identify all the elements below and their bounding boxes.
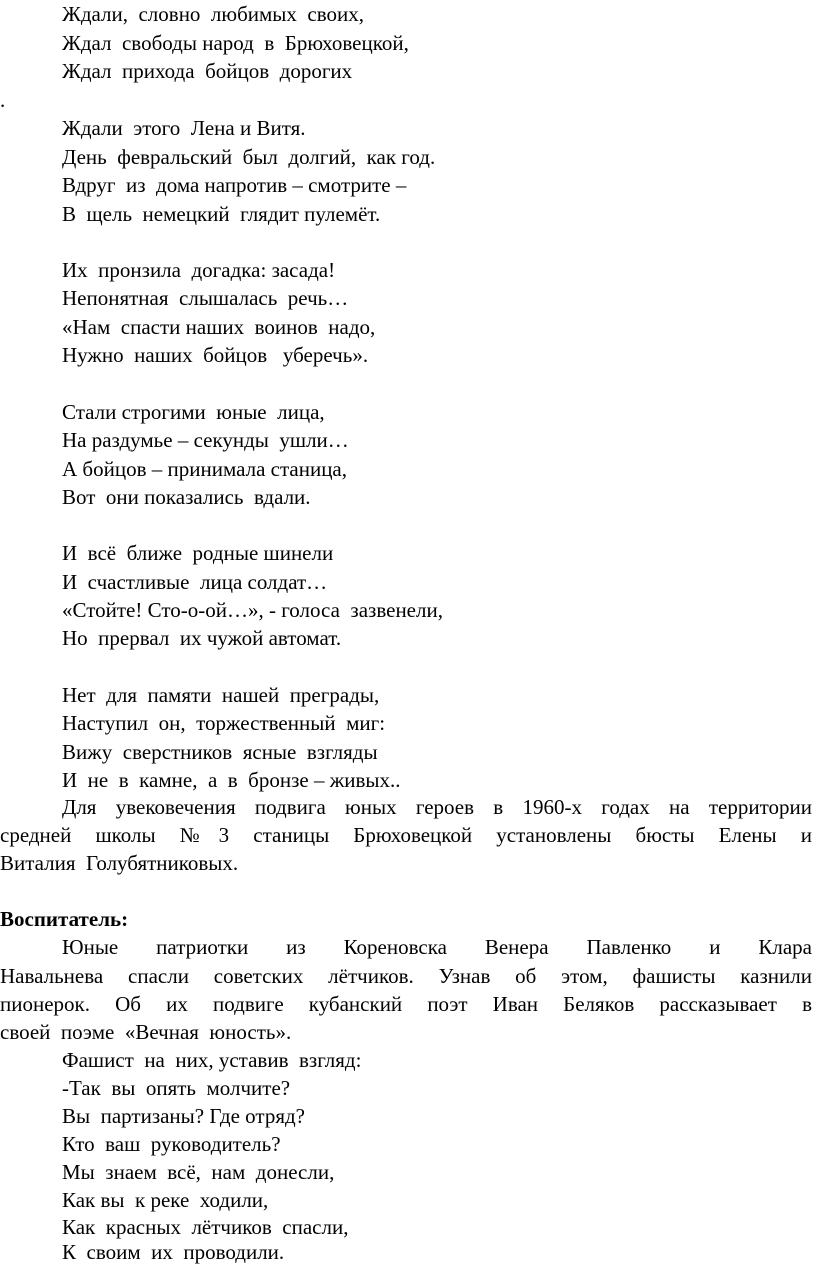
poem-line: Фашист на них, уставив взгляд: (62, 1048, 362, 1072)
poem-line: Вдруг из дома напротив – смотрите – (62, 173, 407, 197)
poem-line: В щель немецкий глядит пулемёт. (62, 202, 381, 226)
poem-line: -Так вы опять молчите? (62, 1076, 291, 1100)
poem-line: Вы партизаны? Где отряд? (62, 1104, 305, 1128)
poem-line: Ждали этого Лена и Витя. (62, 116, 306, 140)
poem-line: Вот они показались вдали. (62, 485, 311, 509)
paragraph-line: Для увековечения подвига юных героев в 1960-х годах на территории (62, 795, 812, 819)
poem-line: Нужно наших бойцов уберечь». (62, 343, 369, 367)
paragraph-line: Виталия Голубятниковых. (0, 851, 239, 875)
paragraph-line: своей поэме «Вечная юность». (0, 1020, 292, 1044)
poem-line: К своим их проводили. (62, 1240, 285, 1264)
poem-line: День февральский был долгий, как год. (62, 145, 436, 169)
poem-line: Нет для памяти нашей преграды, (62, 683, 380, 707)
paragraph-line: Навальнева спасли советских лётчиков. Узнав об этом, фашисты казнили (0, 964, 812, 988)
poem-line: И не в камне, а в бронзе – живых.. (62, 768, 401, 792)
poem-line: Стали строгими юные лица, (62, 400, 325, 424)
paragraph-line: пионерок. Об их подвиге кубанский поэт Иван Беляков рассказывает в (0, 992, 812, 1016)
paragraph-line: Юные патриотки из Кореновска Венера Павленко и Клара (62, 935, 812, 959)
poem-line: Мы знаем всё, нам донесли, (62, 1160, 335, 1184)
poem-line: Наступил он, торжественный миг: (62, 711, 386, 735)
poem-line: Непонятная слышалась речь… (62, 286, 349, 310)
poem-line: На раздумье – секунды ушли… (62, 428, 349, 452)
paragraph-line: средней школы №3 станицы Брюховецкой установлены бюсты Елены и (0, 823, 812, 847)
poem-line: Ждал свободы народ в Брюховецкой, (62, 31, 409, 55)
poem-line: А бойцов – принимала станица, (62, 457, 348, 481)
poem-line: Как красных лётчиков спасли, (62, 1215, 349, 1239)
poem-line: Ждали, словно любимых своих, (62, 2, 364, 26)
poem-line: Вижу сверстников ясные взгляды (62, 740, 378, 764)
poem-line: «Нам спасти наших воинов надо, (62, 315, 376, 339)
poem-line: «Стойте! Сто-о-ой…», - голоса зазвенели, (62, 598, 443, 622)
poem-line: Ждал прихода бойцов дорогих (62, 59, 353, 83)
stray-mark: . (0, 88, 6, 112)
poem-line: Кто ваш руководитель? (62, 1132, 281, 1156)
poem-line: И счастливые лица солдат… (62, 570, 328, 594)
poem-line: Как вы к реке ходили, (62, 1188, 269, 1212)
poem-line: И всё ближе родные шинели (62, 541, 334, 565)
speaker-heading: Воспитатель: (0, 907, 129, 931)
poem-line: Но прервал их чужой автомат. (62, 626, 342, 650)
poem-line: Их пронзила догадка: засада! (62, 258, 336, 282)
